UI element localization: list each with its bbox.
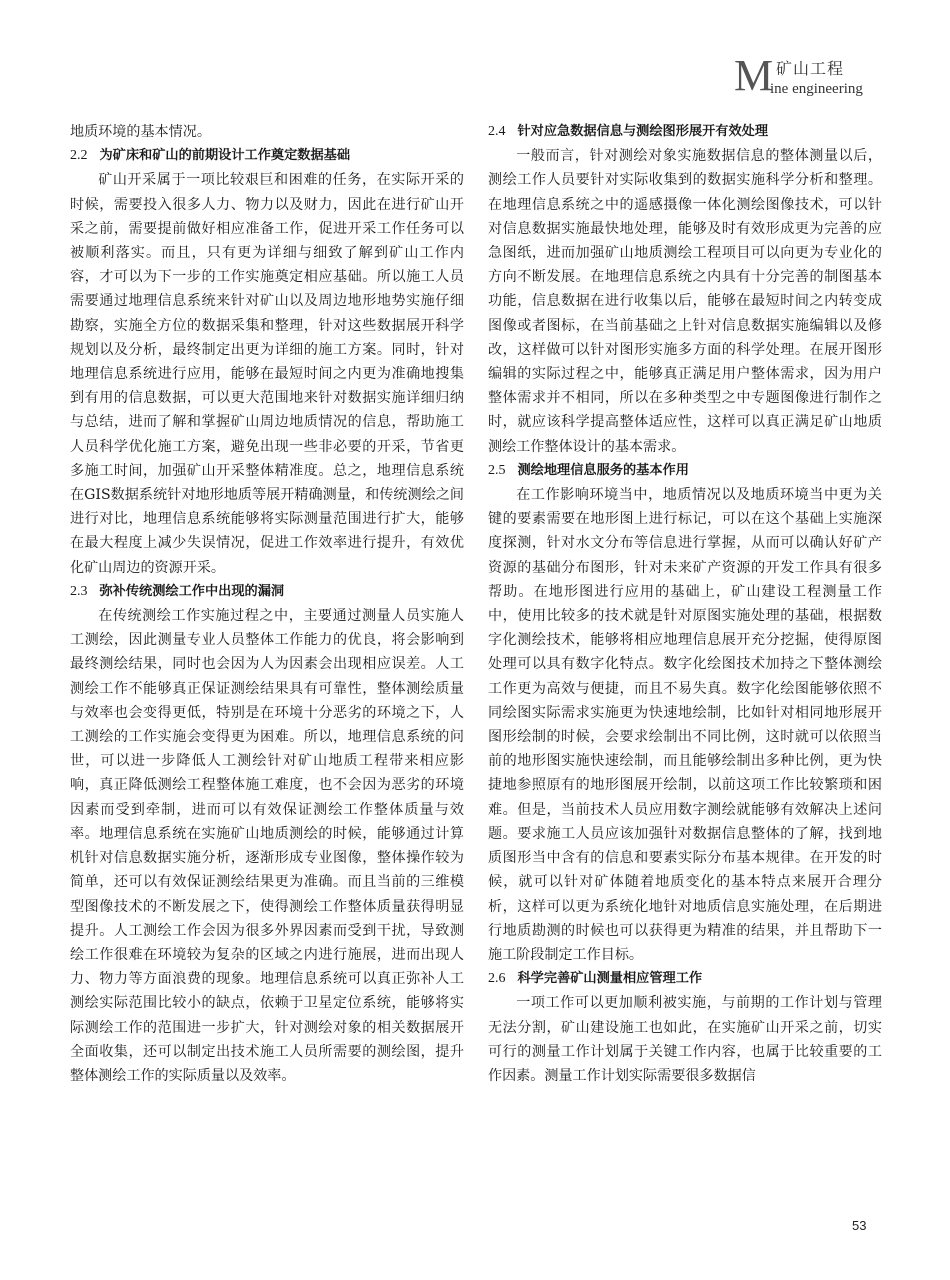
section-heading-2-5 (488, 459, 882, 483)
paragraph-continuation: 地质环境的基本情况。 (70, 124, 211, 140)
section-title: 为矿床和矿山的前期设计工作奠定数据基础 (99, 148, 351, 164)
section-number: 2.4 (488, 124, 506, 139)
journal-title-cn: 矿山工程 (776, 59, 845, 78)
journal-title-en: ine engineering (770, 81, 863, 97)
page-number: 53 (852, 1218, 867, 1233)
section-heading-2-4 (488, 120, 882, 144)
paragraph-2-2: 矿山开采属于一项比较艰巨和困难的任务，在实际开采的时候，需要投入很多人力、物力以及财力，因此在进行矿山开采之前，需要提前做好相应准备工作，促进开采工作任务可以被顺利落实。而且，只有更为详细与细致了解到矿山工作内容，才可以为下一步的工作实施奠定相应基础。所以施工人员需要通过地理信息系统来针对矿山以及周边地形地势实施仔细勘察，实施全方位的数据采集和整理，针对这些数据展开科学规划以及分析，最终制定出更为详细的施工方案。同时，针对地理信息系统进行应用，能够在最短时间之内更为准确地搜集到有用的信息数据，可以更大范围地来针对数据实施详细归纳与总结，进而了解和掌握矿山周边地质情况的信息，帮助施工人员科学优化施工方案，避免出现一些非必要的开采，节省更多施工时间，加强矿山开采整体精准度。总之，地理信息系统在GIS数据系统针对地形地质等展开精确测量，和传统测绘之间进行对比，地理信息系统能够将实际测量范围进行扩大，能够在最大程度上减少失误情况，促进工作效率进行提升，有效优化矿山周边的资源开采。 (70, 172, 464, 576)
left-column (70, 120, 464, 1088)
section-title: 弥补传统测绘工作中出现的漏洞 (99, 583, 285, 599)
section-number: 2.5 (488, 462, 506, 478)
paragraph-2-5: 在工作影响环境当中，地质情况以及地质环境当中更为关键的要素需要在地形图上进行标记，可以在这个基础上实施深度探测，针对水文分布等信息进行掌握，从而可以确认好矿产资源的基础分布图形，针对未来矿产资源的开发工作具有很多帮助。在地形图进行应用的基础上，矿山建设工程测量工作中，使用比较多的技术就是针对原图实施处理的基础，根据数字化测绘技术，能够将相应地理信息展开充分挖掘，使得原图处理可以具有数字化特点。数字化绘图技术加持之下整体测绘工作更为高效与便捷，而且不易失真。数字化绘图能够依照不同绘图实际需求实施更为快速地绘制，比如针对相同地形展开图形绘制的时候，会要求绘制出不同比例，这时就可以依照当前的地形图实施快速绘制，而且能够绘制出多种比例，更为快捷地参照原有的地形图展开绘制，以前这项工作比较繁琐和困难。但是，当前技术人员应用数字测绘就能够有效解决上述问题。要求施工人员应该加强针对数据信息整体的了解，找到地质图形当中含有的信息和要素实际分布基本规律。在开发的时候，就可以针对矿体随着地质变化的基本特点来展开合理分析，这样可以更为系统化地针对地质信息实施处理，在后期进行地质勘测的时候也可以获得更为精准的结果，并且帮助下一施工阶段制定工作目标。 (488, 487, 882, 963)
section-title: 科学完善矿山测量相应管理工作 (517, 971, 703, 987)
paragraph-2-6: 一项工作可以更加顺利被实施，与前期的工作计划与管理无法分割，矿山建设施工也如此，在实施矿山开采之前，切实可行的测量工作计划属于关键工作内容，也属于比较重要的工作因素。测量工作计划实际需要很多数据信 (488, 995, 882, 1084)
section-heading-2-6 (488, 967, 882, 991)
section-title: 针对应急数据信息与测绘图形展开有效处理 (517, 124, 769, 139)
page-header (0, 0, 950, 110)
paragraph-2-4: 一般而言，针对测绘对象实施数据信息的整体测量以后，测绘工作人员要针对实际收集到的数据实施科学分析和整理。在地理信息系统之中的遥感摄像一体化测绘图像技术，可以针对信息数据实施最快地处理，能够及时有效形成更为完善的应急图纸，进而加强矿山地质测绘工程项目可以向更为专业化的方向不断发展。在地理信息系统之内具有十分完善的制图基本功能，信息数据在进行收集以后，能够在最短时间之内转变成图像或者图标，在当前基础之上针对信息数据实施编辑以及修改，这样做可以针对图形实施多方面的科学处理。在展开图形编辑的实际过程之中，能够真正满足用户整体需求，因为用户整体需求并不相同，所以在多种类型之中专题图像进行制作之时，就应该科学提高整体适应性，这样可以真正满足矿山地质测绘工作整体设计的基本需求。 (488, 148, 882, 455)
journal-logo-letter: M (734, 51, 774, 100)
section-number: 2.2 (70, 148, 88, 164)
section-title: 测绘地理信息服务的基本作用 (517, 462, 689, 478)
section-heading-2-3 (70, 580, 464, 604)
paragraph-2-3: 在传统测绘工作实施过程之中，主要通过测量人员实施人工测绘，因此测量专业人员整体工作能力的优良，将会影响到最终测绘结果，同时也会因为人为因素会出现相应误差。人工测绘工作不能够真正保证测绘结果具有可靠性，整体测绘质量与效率也会变得更低，特别是在环境十分恶劣的环境之下，人工测绘的工作实施会变得更为困难。所以，地理信息系统的问世，可以进一步降低人工测绘针对矿山地质工程带来相应影响，真正降低测绘工程整体施工难度，也不会因为恶劣的环境因素而受到牵制，进而可以有效保证测绘工作整体质量与效率。地理信息系统在实施矿山地质测绘的时候，能够通过计算机针对信息数据实施分析，逐渐形成专业图像，整体操作较为简单，还可以有效保证测绘结果更为准确。而且当前的三维模型图像技术的不断发展之下，使得测绘工作整体质量获得明显提升。人工测绘工作会因为很多外界因素而受到干扰，导致测绘工作很难在环境较为复杂的区域之内进行施展，进而出现人力、物力等方面浪费的现象。地理信息系统可以真正弥补人工测绘实际范围比较小的缺点，依赖于卫星定位系统，能够将实际测绘工作的范围进一步扩大，针对测绘对象的相关数据展开全面收集，还可以制定出技术施工人员所需要的测绘图，提升整体测绘工作的实际质量以及效率。 (70, 608, 464, 1084)
right-column (488, 120, 882, 1088)
section-heading-2-2 (70, 144, 464, 168)
section-number: 2.6 (488, 971, 506, 987)
section-number: 2.3 (70, 583, 88, 599)
